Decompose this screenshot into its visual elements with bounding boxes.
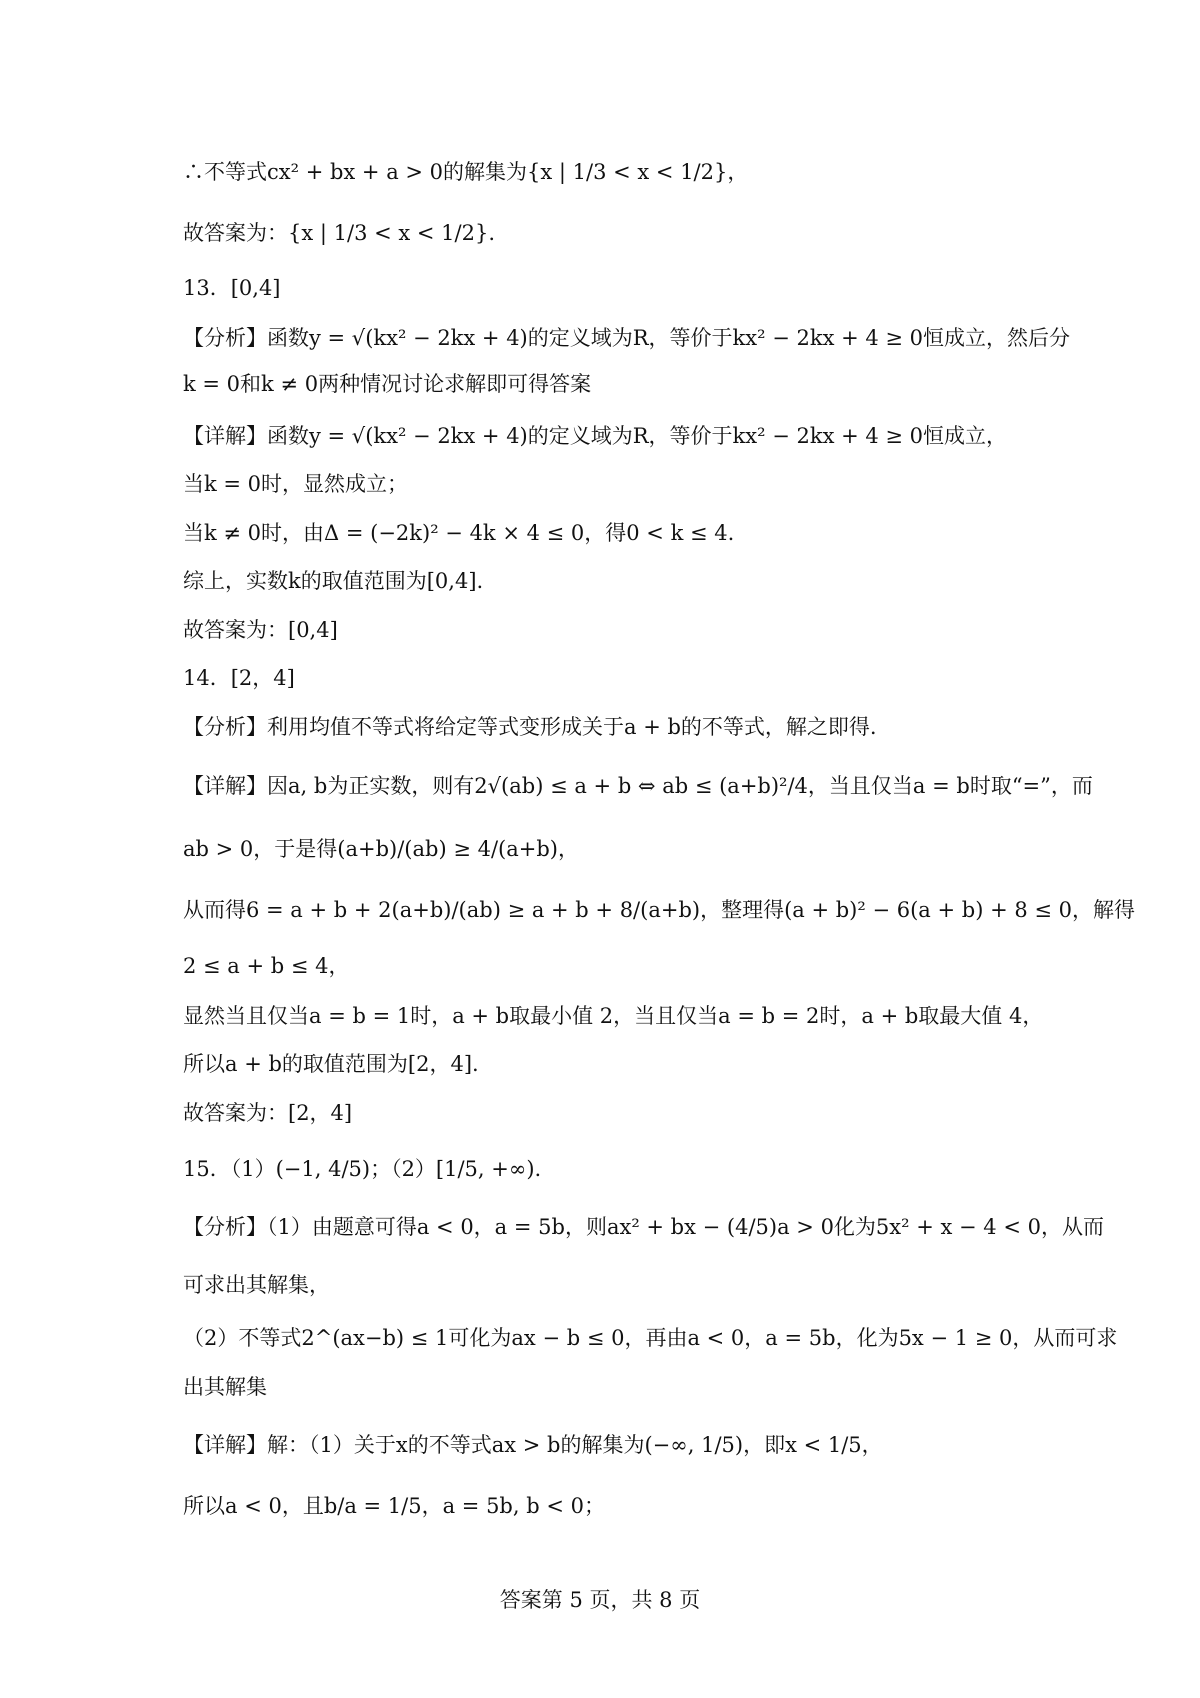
- text-line-2: 故答案为：{x | 1/3 < x < 1/2}.: [183, 221, 495, 245]
- text-line-9: 综上，实数k的取值范围为[0,4].: [183, 569, 484, 593]
- text-line-23: （2）不等式2^(ax−b) ≤ 1可化为ax − b ≤ 0，再由a < 0，a = 5b，化为5x − 1 ≥ 0，从而可求: [183, 1326, 1118, 1350]
- page-footer: 答案第 5 页，共 8 页: [499, 1588, 701, 1612]
- text-line-16: 2 ≤ a + b ≤ 4，: [183, 954, 350, 978]
- text-line-18: 所以a + b的取值范围为[2，4].: [183, 1052, 479, 1076]
- text-line-1: ∴不等式cx² + bx + a > 0的解集为{x | 1/3 < x < 1/2}，: [183, 160, 749, 184]
- text-line-26: 所以a < 0，且b/a = 1/5，a = 5b, b < 0；: [183, 1494, 605, 1518]
- text-line-5: k = 0和k ≠ 0两种情况讨论求解即可得答案: [183, 372, 592, 396]
- text-line-19: 故答案为：[2，4]: [183, 1101, 353, 1125]
- text-line-25: 【详解】解：（1）关于x的不等式ax > b的解集为(−∞, 1/5)，即x < 1/5，: [183, 1433, 883, 1457]
- problem-15-answer: 15．（1）(−1, 4/5)；（2）[1/5, +∞).: [183, 1157, 542, 1181]
- text-line-7: 当k = 0时，显然成立；: [183, 472, 409, 496]
- text-line-13: 【详解】因a, b为正实数，则有2√(ab) ≤ a + b ⇔ ab ≤ (a+b)²/4，当且仅当a = b时取“=”，而: [183, 774, 1093, 798]
- text-line-22: 可求出其解集，: [183, 1273, 330, 1297]
- text-line-21: 【分析】（1）由题意可得a < 0，a = 5b，则ax² + bx − (4/5)a > 0化为5x² + x − 4 < 0，从而: [183, 1215, 1104, 1239]
- text-line-17: 显然当且仅当a = b = 1时，a + b取最小值 2，当且仅当a = b = 2时，a + b取最大值 4，: [183, 1004, 1044, 1028]
- text-line-4: 【分析】函数y = √(kx² − 2kx + 4)的定义域为R，等价于kx² − 2kx + 4 ≥ 0恒成立，然后分: [183, 326, 1071, 350]
- text-line-24: 出其解集: [183, 1375, 267, 1399]
- problem-14-answer: 14．[2，4]: [183, 666, 295, 690]
- text-line-10: 故答案为：[0,4]: [183, 618, 338, 642]
- text-line-8: 当k ≠ 0时，由Δ = (−2k)² − 4k × 4 ≤ 0，得0 < k ≤ 4.: [183, 521, 735, 545]
- problem-13-answer: 13．[0,4]: [183, 276, 281, 300]
- text-line-6: 【详解】函数y = √(kx² − 2kx + 4)的定义域为R，等价于kx² − 2kx + 4 ≥ 0恒成立，: [183, 424, 1008, 448]
- text-line-15: 从而得6 = a + b + 2(a+b)/(ab) ≥ a + b + 8/(a+b)，整理得(a + b)² − 6(a + b) + 8 ≤ 0，解得: [183, 898, 1136, 922]
- text-line-12: 【分析】利用均值不等式将给定等式变形成关于a + b的不等式，解之即得.: [183, 715, 877, 739]
- text-line-14: ab > 0，于是得(a+b)/(ab) ≥ 4/(a+b)，: [183, 837, 579, 861]
